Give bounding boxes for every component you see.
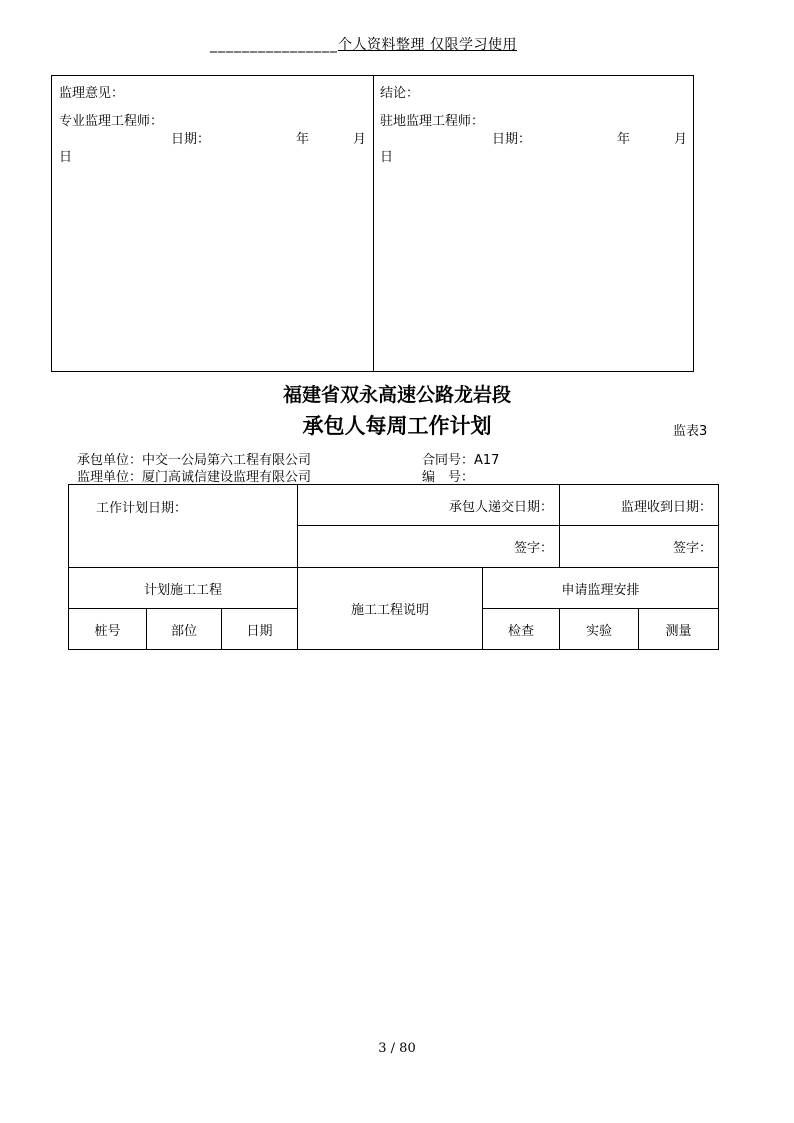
left-month-label: 月 [353,132,367,147]
supervision-arrangement-header [483,568,719,609]
plan-date-cell [69,485,298,568]
contractor-name: 中交一公局第六工程有限公司 [142,453,312,468]
specialist-engineer-label: 专业监理工程师： [59,114,164,129]
submit-date-cell [298,485,560,526]
supervisor-name: 厦门高诚信建设监理有限公司 [142,470,312,485]
part-column-header [147,609,222,650]
supervisor-label: 监理单位： [77,470,143,485]
supervisor-sign-cell [560,526,719,568]
contractor-label: 承包单位： [77,453,143,468]
plan-date-label: 工作计划日期： [96,501,188,516]
right-day-label: 日 [380,150,394,165]
inspection-label: 检查 [508,623,535,639]
right-month-label: 月 [674,132,688,147]
approval-box-divider [373,76,374,371]
resident-engineer-label: 驻地监理工程师： [380,114,485,129]
test-column-header [560,609,639,650]
contract-no-label: 合同号： [422,453,475,468]
inspection-column-header [483,609,560,650]
left-date-label: 日期： [171,132,211,147]
approval-box [51,75,694,372]
part-label: 部位 [170,623,197,639]
supervisor-line [77,466,311,485]
contractor-sign-label: 签字： [514,541,554,556]
survey-column-header [639,609,719,650]
left-year-label: 年 [296,132,310,147]
planned-works-label: 计划施工工程 [143,582,222,598]
header-note-text: 个人资料整理 仅限学习使用 [338,37,517,53]
date-column-header [222,609,298,650]
form-title: 承包人每周工作计划 [302,413,492,438]
left-day-label: 日 [59,150,73,165]
supervision-arrangement-label: 申请监理安排 [561,582,640,598]
project-title: 福建省双永高速公路龙岩段 [282,384,511,406]
survey-label: 测量 [665,623,692,639]
submit-date-label: 承包人递交日期： [449,499,554,515]
page-number: 3 / 80 [378,1041,416,1056]
conclusion-label: 结论： [380,86,420,101]
supervision-opinion-label: 监理意见： [59,86,125,101]
contract-no-value: A17 [474,453,500,468]
station-label: 桩号 [94,623,121,639]
planned-works-header [69,568,298,609]
weekly-plan-table [68,484,719,650]
test-label: 实验 [586,623,613,639]
supervisor-sign-label: 签字： [673,541,713,556]
form-number: 监表3 [673,424,708,439]
header-dashes: ________________ [210,37,338,53]
date-label: 日期 [246,623,273,639]
right-year-label: 年 [617,132,631,147]
header-note [210,34,517,54]
station-column-header [69,609,147,650]
serial-no-label: 编 号： [422,470,475,485]
received-date-cell [560,485,719,526]
works-description-header [298,568,483,650]
received-date-label: 监理收到日期： [621,499,713,515]
right-date-label: 日期： [492,132,532,147]
works-description-label: 施工工程说明 [350,603,429,618]
contractor-sign-cell [298,526,560,568]
